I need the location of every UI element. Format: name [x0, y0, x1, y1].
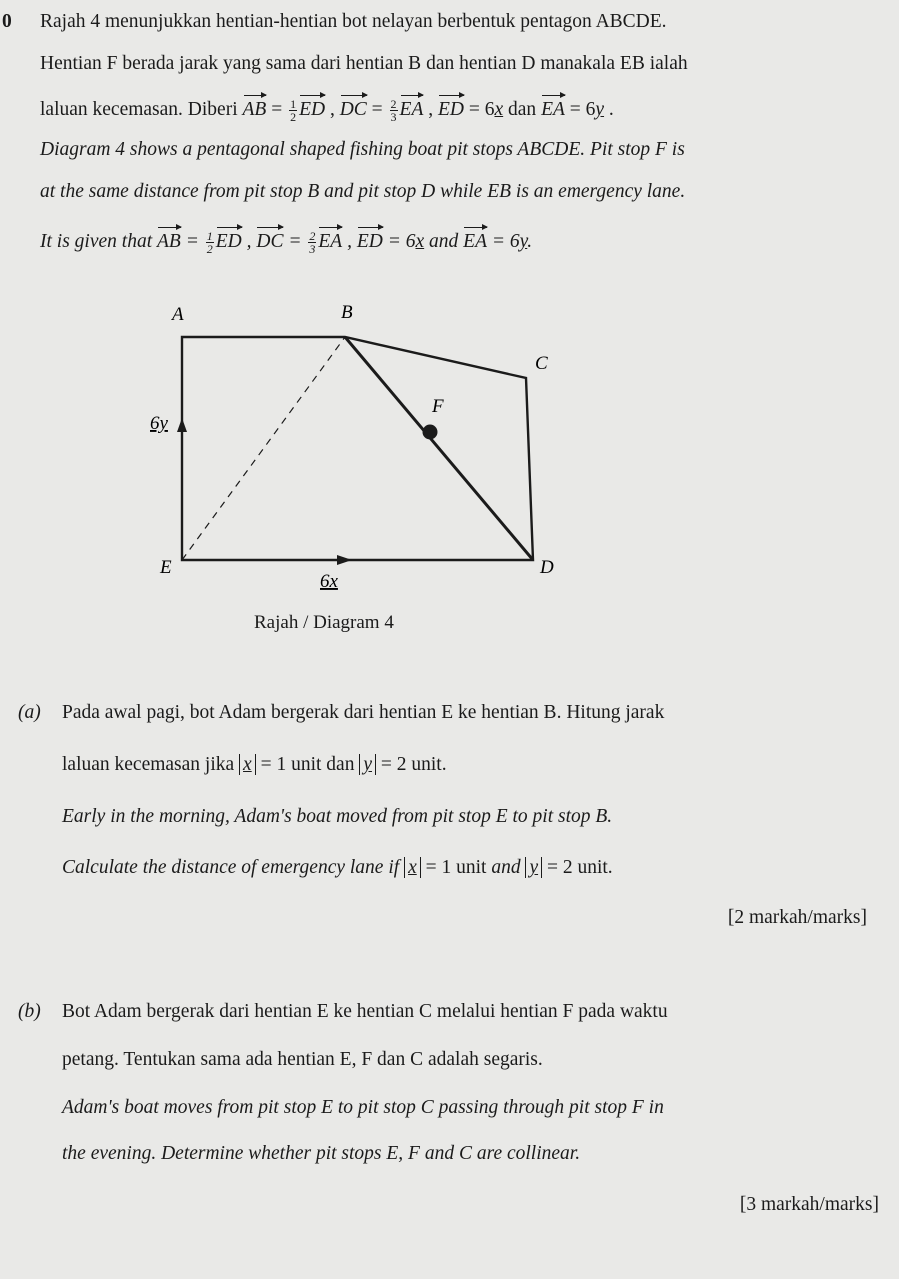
fraction-denominator: 3	[390, 110, 397, 125]
label-6y: 6y	[150, 413, 168, 434]
malay-intro-line-2: Hentian F berada jarak yang sama dari hentian B dan hentian D manakala EB ialah	[40, 53, 688, 74]
x-value: = 1	[425, 857, 452, 878]
part-a-english-line-1: Early in the morning, Adam's boat moved from pit stop E to pit stop B.	[62, 806, 613, 827]
coefficient: 6	[484, 99, 495, 120]
part-a-malay-prefix: laluan kecemasan jika	[62, 754, 235, 775]
vector-x: x	[415, 231, 425, 252]
part-a-english-prefix: Calculate the distance of emergency lane if	[62, 857, 400, 878]
part-b-malay-line-1: Bot Adam bergerak dari hentian E ke hentian C melalui hentian F pada waktu	[62, 1001, 668, 1022]
emergency-lane-eb	[182, 337, 345, 560]
part-a-malay-line-1: Pada awal pagi, bot Adam bergerak dari hentian E ke hentian B. Hitung jarak	[62, 702, 665, 723]
part-b-label: (b)	[18, 1001, 41, 1022]
vector-dc: DC	[340, 94, 367, 122]
label-b: B	[341, 302, 353, 323]
malay-intro-line-1: Rajah 4 menunjukkan hentian-hentian bot nelayan berbentuk pentagon ABCDE.	[40, 11, 667, 32]
pentagon-diagram	[0, 290, 899, 650]
vector-ed: ED	[438, 94, 464, 122]
vector-dc: DC	[256, 226, 283, 254]
part-b-malay-line-2: petang. Tentukan sama ada hentian E, F dan C adalah segaris.	[62, 1049, 543, 1070]
vector-ea: EA	[463, 226, 487, 254]
vector-ea: EA	[541, 94, 565, 122]
english-intro-line-2: at the same distance from pit stop B and pit stop D while EB is an emergency lane.	[40, 181, 686, 202]
part-b-english-line-1: Adam's boat moves from pit stop E to pit stop C passing through pit stop F in	[62, 1097, 664, 1118]
malay-given-prefix: laluan kecemasan. Diberi	[40, 99, 238, 120]
fraction-two-thirds	[390, 98, 398, 123]
fraction-denominator: 3	[309, 242, 316, 257]
abs-x: x	[243, 754, 252, 775]
abs-x: x	[408, 857, 417, 878]
english-intro-line-1: Diagram 4 shows a pentagonal shaped fishing boat pit stops ABCDE. Pit stop F is	[40, 139, 685, 160]
fraction-half	[206, 230, 214, 255]
coefficient: 6	[405, 231, 416, 252]
abs-y: y	[529, 857, 539, 878]
vector-x: x	[494, 99, 504, 120]
fraction-numerator: 2	[390, 97, 397, 112]
word-and: and	[429, 231, 459, 252]
question-number: 0	[2, 11, 12, 32]
y-value: = 2	[380, 754, 407, 775]
unit-end: unit.	[411, 754, 447, 775]
vector-ea: EA	[318, 226, 342, 254]
vector-ed: ED	[357, 226, 383, 254]
diagram-caption	[254, 612, 394, 634]
label-a: A	[172, 304, 184, 325]
fraction-half	[289, 98, 297, 123]
diagram-caption-text: Rajah / Diagram 4	[254, 612, 394, 633]
coefficient: 6	[585, 99, 596, 120]
unit-dan: unit dan	[291, 754, 355, 775]
label-d: D	[540, 557, 554, 578]
part-a-marks: [2 markah/marks]	[727, 907, 867, 928]
fraction-numerator: 1	[206, 229, 213, 244]
part-a-english-line-2	[62, 856, 613, 880]
vector-ab: AB	[243, 94, 267, 122]
vector-ea: EA	[400, 94, 424, 122]
vector-ab: AB	[157, 226, 181, 254]
unit-end: unit.	[577, 857, 613, 878]
abs-y: y	[363, 754, 372, 775]
word-dan: dan	[508, 99, 537, 120]
x-value: = 1	[260, 754, 287, 775]
label-c: C	[535, 353, 548, 374]
part-b-marks: [3 markah/marks]	[739, 1194, 879, 1215]
fraction-numerator: 2	[309, 229, 316, 244]
fraction-two-thirds	[308, 230, 316, 255]
part-a-malay-line-2	[62, 753, 447, 777]
label-f: F	[432, 396, 444, 417]
label-e: E	[160, 557, 172, 578]
fraction-numerator: 1	[290, 97, 297, 112]
coefficient: 6	[509, 231, 520, 252]
english-given-prefix: It is given that	[40, 231, 153, 252]
pentagon-outline	[182, 337, 533, 560]
unit: unit	[456, 857, 487, 878]
arrow-ed	[337, 555, 352, 565]
vector-y: y	[519, 231, 528, 252]
vector-ed: ED	[299, 94, 325, 122]
part-a-label: (a)	[18, 702, 41, 723]
malay-given-line: laluan kecemasan. Diberi AB = $\frac{1}{2}$ ED , DC = $\frac{2}{3}$ EA , ED = 6x dan EA = 6y .	[40, 94, 614, 123]
label-6x: 6x	[320, 571, 338, 592]
arrow-ea	[177, 418, 187, 432]
fraction-denominator: 2	[290, 110, 297, 125]
y-value: = 2	[546, 857, 573, 878]
vector-y: y	[595, 99, 605, 120]
vector-ed: ED	[216, 226, 242, 254]
line-bd	[345, 337, 533, 560]
english-given-line: It is given that AB = $\frac{1}{2}$ ED , DC = $\frac{2}{3}$ EA , ED = 6x and EA = 6y.	[40, 226, 532, 255]
part-b-english-line-2: the evening. Determine whether pit stops E, F and C are collinear.	[62, 1143, 581, 1164]
word-and: and	[491, 857, 521, 878]
fraction-denominator: 2	[206, 242, 213, 257]
point-f	[423, 425, 438, 440]
